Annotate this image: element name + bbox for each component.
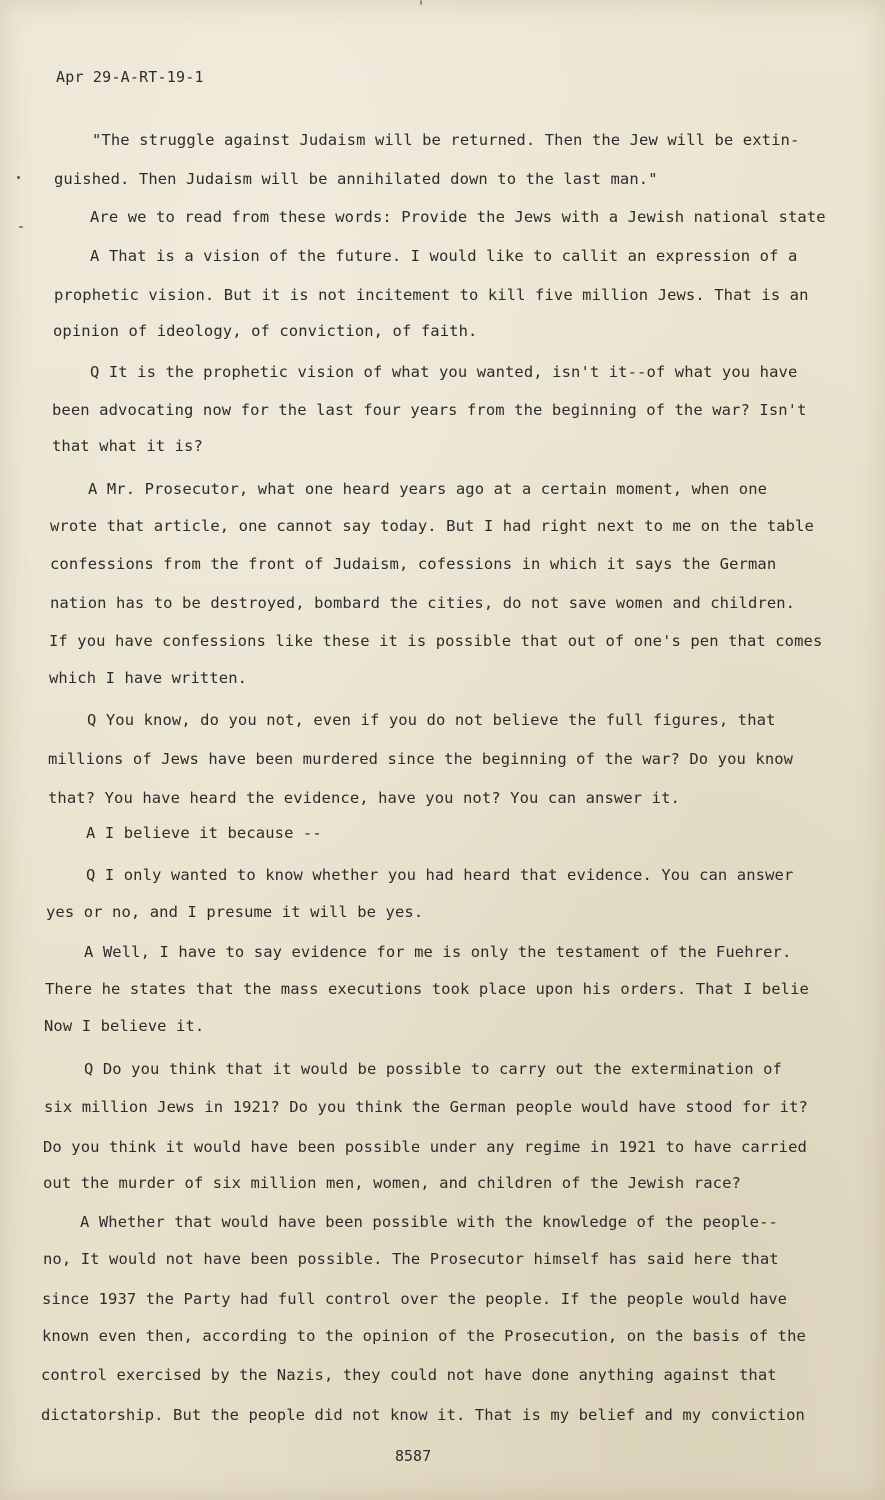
text-line-19: A I believe it because -- xyxy=(86,824,322,842)
text-line-28: out the murder of six million men, women, and children of the Jewish race? xyxy=(43,1174,741,1192)
document-header: Apr 29-A-RT-19-1 xyxy=(56,68,204,86)
text-line-14: If you have confessions like these it is possible that out of one's pen that comes xyxy=(49,632,823,650)
text-line-21: yes or no, and I presume it will be yes. xyxy=(46,903,424,921)
text-line-7: Q It is the prophetic vision of what you wanted, isn't it--of what you have xyxy=(90,363,798,381)
text-line-27: Do you think it would have been possible under any regime in 1921 to have carried xyxy=(43,1138,807,1156)
text-line-3: Are we to read from these words: Provide the Jews with a Jewish national state xyxy=(90,208,826,226)
text-line-26: six million Jews in 1921? Do you think the German people would have stood for it? xyxy=(44,1098,808,1116)
text-line-15: which I have written. xyxy=(49,669,248,687)
text-line-1: "The struggle against Judaism will be returned. Then the Jew will be extin- xyxy=(92,131,800,149)
text-line-13: nation has to be destroyed, bombard the cities, do not save women and children. xyxy=(50,594,796,612)
ink-speck-2 xyxy=(19,226,23,228)
text-line-16: Q You know, do you not, even if you do not believe the full figures, that xyxy=(87,711,776,729)
text-line-12: confessions from the front of Judaism, cofessions in which it says the German xyxy=(50,555,777,573)
text-line-22: A Well, I have to say evidence for me is only the testament of the Fuehrer. xyxy=(84,943,792,961)
text-line-33: control exercised by the Nazis, they could not have done anything against that xyxy=(41,1366,777,1384)
text-line-32: known even then, according to the opinion of the Prosecution, on the basis of the xyxy=(42,1327,806,1345)
ink-speck-1 xyxy=(17,176,20,179)
text-line-17: millions of Jews have been murdered since the beginning of the war? Do you know xyxy=(48,750,794,768)
text-line-4: A That is a vision of the future. I would like to callit an expression of a xyxy=(90,247,798,265)
text-line-11: wrote that article, one cannot say today. But I had right next to me on the table xyxy=(50,517,814,535)
text-line-8: been advocating now for the last four years from the beginning of the war? Isn't xyxy=(52,401,807,419)
text-line-25: Q Do you think that it would be possible to carry out the extermination of xyxy=(84,1060,782,1078)
ink-speck-3 xyxy=(420,0,422,5)
text-line-20: Q I only wanted to know whether you had heard that evidence. You can answer xyxy=(86,866,794,884)
text-line-34: dictatorship. But the people did not know it. That is my belief and my conviction xyxy=(41,1406,805,1424)
text-line-30: no, It would not have been possible. The Prosecutor himself has said here that xyxy=(43,1250,779,1268)
text-line-31: since 1937 the Party had full control over the people. If the people would have xyxy=(42,1290,788,1308)
text-line-6: opinion of ideology, of conviction, of faith. xyxy=(53,322,478,340)
text-line-24: Now I believe it. xyxy=(44,1017,205,1035)
text-line-18: that? You have heard the evidence, have you not? You can answer it. xyxy=(48,789,680,807)
text-line-5: prophetic vision. But it is not incitement to kill five million Jews. That is an xyxy=(54,286,809,304)
text-line-23: There he states that the mass executions took place upon his orders. That I belie xyxy=(45,980,809,998)
text-line-29: A Whether that would have been possible with the knowledge of the people-- xyxy=(80,1213,778,1231)
text-line-2: guished. Then Judaism will be annihilated down to the last man." xyxy=(54,170,658,188)
text-line-9: that what it is? xyxy=(52,437,203,455)
text-line-10: A Mr. Prosecutor, what one heard years ago at a certain moment, when one xyxy=(88,480,768,498)
page-number: 8587 xyxy=(395,1447,432,1465)
